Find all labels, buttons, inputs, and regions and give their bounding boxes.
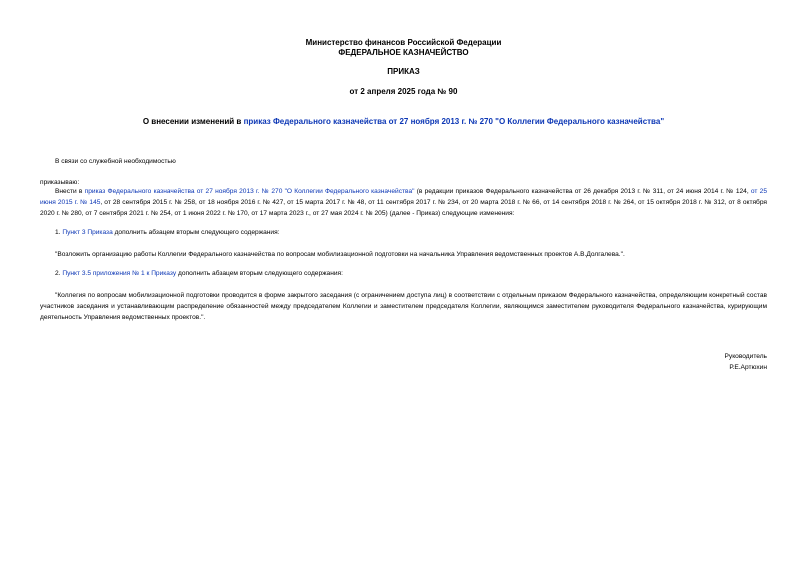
- item-1-link[interactable]: Пункт 3 Приказа: [62, 229, 113, 236]
- ministry-name: Министерство финансов Российской Федерации: [305, 38, 502, 47]
- document-type: ПРИКАЗ: [387, 67, 420, 76]
- quote-1: "Возложить организацию работы Коллегии Федерального казначейства по вопросам мобилизационной подготовки на начальника Управления ведомственных проектов А.В.Долгалева.".: [55, 251, 625, 258]
- document-date-number: от 2 апреля 2025 года № 90: [349, 87, 458, 96]
- item-2-rest: дополнить абзацем вторым следующего содержания:: [176, 270, 343, 277]
- item-2: [55, 268, 343, 279]
- document-title: [0, 117, 807, 126]
- para1-amendment-link[interactable]: от 25 июня 2015 г. № 145: [40, 188, 768, 206]
- item-2-link[interactable]: Пункт 3.5 приложения № 1 к Приказу: [62, 270, 177, 277]
- para1-rest: , от 28 сентября 2015 г. № 258, от 18 ноября 2016 г. № 427, от 15 марта 2017 г. № 48, от 11 сентября 2017 г. № 234, от 20 марта 2018 г. № 66, от 14 сентября 2018 г. № 264, от 15 октября 2018 г. № 312, от 8 октября 2020 г. № 280, от 7 сентября 2021 г. № 254, от 1 июня 2022 г. № 170, от 17 марта 2023 г., от 27 мая 2024 г. № 205) (далее - Приказ) следующие изменения:: [40, 199, 767, 217]
- para1-pre: Внести в: [55, 188, 85, 195]
- title-order-link[interactable]: приказ Федерального казначейства от 27 ноября 2013 г. № 270 "О Коллегии Федерального казначейства": [243, 117, 665, 126]
- item-1: [55, 227, 280, 238]
- para1-order-link[interactable]: приказ Федерального казначейства от 27 ноября 2013 г. № 270 "О Коллегии Федерального казначейства": [84, 188, 415, 195]
- intro-text: В связи со служебной необходимостью: [55, 158, 176, 165]
- item-2-num: 2.: [55, 270, 63, 277]
- title-prefix: О внесении изменений в: [142, 117, 244, 126]
- agency-name: ФЕДЕРАЛЬНОЕ КАЗНАЧЕЙСТВО: [338, 48, 469, 57]
- item-1-rest: дополнить абзацем вторым следующего содержания:: [112, 229, 280, 236]
- signature-position: Руководитель: [724, 353, 767, 360]
- signature-name: Р.Е.Артюхин: [729, 364, 767, 371]
- order-word: приказываю:: [40, 179, 80, 186]
- para1-mid: (в редакции приказов Федерального казначейства от 26 декабря 2013 г. № 311, от 24 июня 2014 г. № 124,: [414, 188, 751, 195]
- paragraph-main: [40, 186, 767, 219]
- item-1-num: 1.: [55, 229, 63, 236]
- quote-2: "Коллегия по вопросам мобилизационной подготовки проводится в форме закрытого заседания (с ограничением доступа лиц) в соответствии с отдельным приказом Федерального казначейства, определяющим конкретный состав участников заседания и устанавливающим распределение обязанностей между председателем Коллегии и заместителем председателя Коллегии, являющимся заместителем руководителя Федерального казначейства, курирующим деятельность Управления ведомственных проектов.".: [40, 292, 767, 321]
